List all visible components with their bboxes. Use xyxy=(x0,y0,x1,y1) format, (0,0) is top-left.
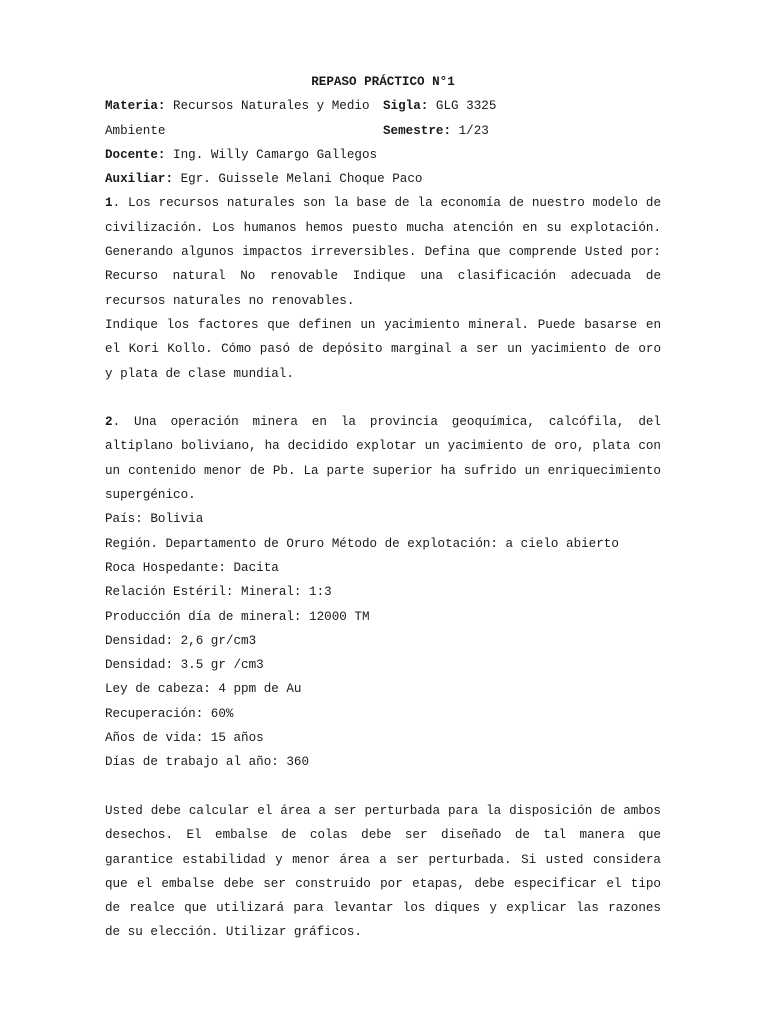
fact-region: Región. Departamento de Oruro Método de explotación: a cielo abierto xyxy=(105,536,619,551)
spacer xyxy=(105,775,661,799)
fact-country: País: Bolivia xyxy=(105,512,204,527)
question-2-text: . Una operación minera en la provincia geoquímica, calcófila, del altiplano boliviano, ha decidido explotar un yacimiento de oro, plata con un contenido menor de Pb. La parte superior ha sufrido un enriquecimiento supergénico. xyxy=(105,415,661,503)
question-1-followup: Indique los factores que definen un yacimiento mineral. Puede basarse en el Kori Kollo. Cómo pasó de depósito marginal a ser un yacimiento de oro y plata de clase mundial. xyxy=(105,317,661,381)
question-1-paragraph xyxy=(105,191,661,312)
materia-value-continued: Ambiente xyxy=(105,123,166,138)
question-1-text: . Los recursos naturales son la base de la economía de nuestro modelo de civilización. Los humanos hemos puesto mucha atención en su explotación. Generando algunos impactos irreversibles. Defina que comprende Usted por: Recurso natural No renovable Indique una clasificación adecuada de recursos naturales no renovables. xyxy=(105,196,661,308)
fact-recovery: Recuperación: 60% xyxy=(105,706,234,721)
question-2-task: Usted debe calcular el área a ser perturbada para la disposición de ambos desechos. El embalse de colas debe ser diseñado de tal manera que garantice estabilidad y menor área a ser perturbada. Si usted considera que el embalse debe ser construido por etapas, debe especificar el tipo de realce que utilizará para levantar los diques y explicar las razones de su elección. Utilizar gráficos. xyxy=(105,803,661,940)
fact-density-1: Densidad: 2,6 gr/cm3 xyxy=(105,633,257,648)
fact-life-of-mine: Años de vida: 15 años xyxy=(105,731,264,746)
fact-head-grade: Ley de cabeza: 4 ppm de Au xyxy=(105,682,302,697)
auxiliar-label: Auxiliar: xyxy=(105,172,174,187)
auxiliar-row xyxy=(105,167,661,191)
fact-host-rock: Roca Hospedante: Dacita xyxy=(105,560,279,575)
materia-label: Materia: xyxy=(105,99,166,114)
docente-label: Docente: xyxy=(105,147,166,162)
spacer xyxy=(105,386,661,410)
question-1-number: 1 xyxy=(105,196,113,211)
auxiliar-value: Egr. Guissele Melani Choque Paco xyxy=(180,172,423,187)
fact-daily-production: Producción día de mineral: 12000 TM xyxy=(105,609,370,624)
question-2-paragraph xyxy=(105,410,661,507)
semestre-value: 1/23 xyxy=(458,123,489,138)
materia-value: Recursos Naturales y Medio xyxy=(173,99,370,114)
semestre-field xyxy=(383,119,489,143)
sigla-label: Sigla: xyxy=(383,99,429,114)
fact-working-days: Días de trabajo al año: 360 xyxy=(105,755,310,770)
docente-row xyxy=(105,143,661,167)
document-title: REPASO PRÁCTICO N°1 xyxy=(311,75,455,89)
document-page xyxy=(105,70,661,945)
ambiente-row xyxy=(105,119,661,143)
fact-strip-ratio: Relación Estéril: Mineral: 1:3 xyxy=(105,585,332,600)
question-2-number: 2 xyxy=(105,415,113,430)
fact-density-2: Densidad: 3.5 gr /cm3 xyxy=(105,658,264,673)
docente-value: Ing. Willy Camargo Gallegos xyxy=(173,147,378,162)
sigla-value: GLG 3325 xyxy=(435,99,497,114)
materia-row xyxy=(105,94,661,118)
semestre-label: Semestre: xyxy=(383,123,452,138)
sigla-field xyxy=(383,94,496,118)
